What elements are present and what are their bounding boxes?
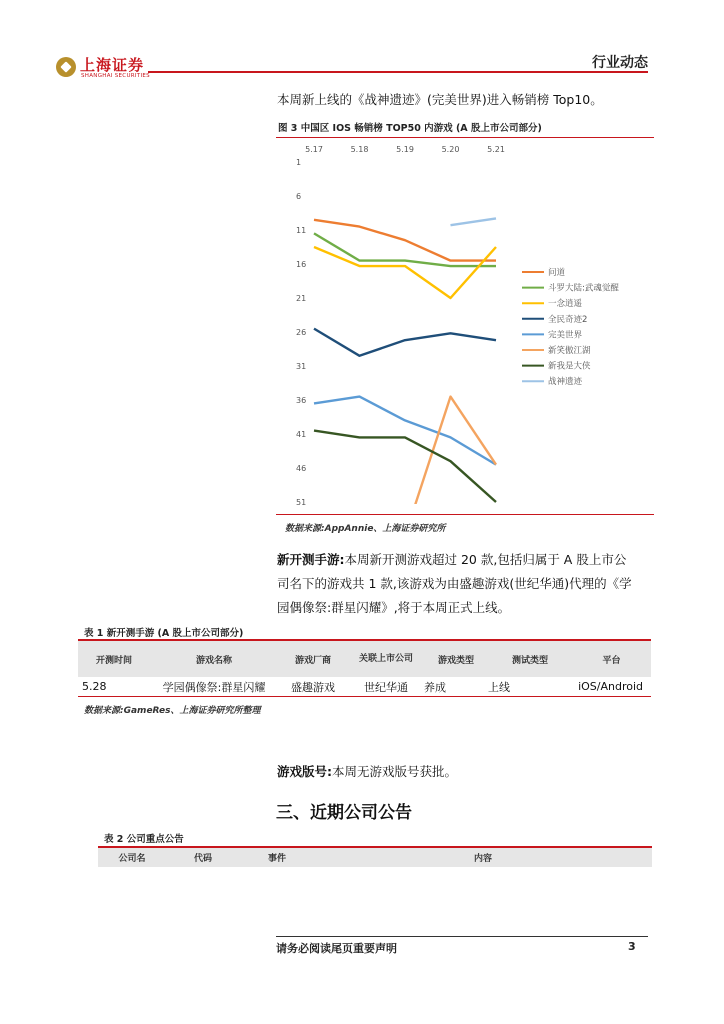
section-header: 行业动态 — [592, 55, 648, 71]
x-tick-label: 5.18 — [350, 145, 369, 154]
legend-label: 战神遗迹 — [548, 377, 583, 388]
series-line — [314, 431, 496, 502]
footer-divider — [276, 936, 648, 937]
company-name-en: SHANGHAI SECURITIES — [81, 73, 150, 79]
col-header: 公司名 — [98, 848, 166, 867]
figure-title: 图 3 中国区 IOS 畅销榜 TOP50 内游戏 (A 股上市公司部分) — [278, 123, 542, 134]
new-test-line-3: 园偶像祭:群星闪耀》,将于本周正式上线。 — [277, 600, 511, 615]
legend-label: 问道 — [548, 268, 566, 278]
y-tick-label: 21 — [296, 294, 307, 303]
y-tick-label: 36 — [296, 396, 307, 405]
col-header: 事件 — [240, 848, 314, 867]
table-cell: 5.28 — [78, 677, 150, 697]
y-tick-label: 31 — [296, 362, 307, 371]
table-row — [78, 677, 651, 697]
col-header: 开测时间 — [78, 641, 150, 677]
new-test-label: 新开测手游: — [277, 552, 345, 567]
series-line — [451, 218, 497, 225]
legend-label: 新笑傲江湖 — [548, 346, 591, 356]
intro-paragraph: 本周新上线的《战神遗迹》(完美世界)进入畅销榜 Top10。 — [277, 92, 603, 107]
new-test-line-1: 本周新开测游戏超过 20 款,包括归属于 A 股上市公 — [344, 552, 627, 567]
legend-label: 斗罗大陆:武魂觉醒 — [548, 283, 619, 294]
col-header: 关联上市公司 — [348, 641, 424, 677]
new-test-line-2: 司名下的游戏共 1 款,该游戏为由盛趣游戏(世纪华通)代理的《学 — [277, 576, 632, 591]
header-divider — [148, 71, 648, 73]
announcements-table — [98, 848, 652, 867]
page-number: 3 — [628, 940, 636, 953]
y-tick-label: 41 — [296, 430, 307, 439]
y-tick-label: 11 — [296, 226, 307, 235]
table1-source: 数据来源:GameRes、上海证券研究所整理 — [84, 706, 261, 716]
new-games-table — [78, 641, 651, 697]
license-label: 游戏版号: — [277, 764, 332, 779]
series-group — [314, 218, 496, 510]
figure-bottom-rule — [276, 514, 654, 515]
x-tick-label: 5.21 — [487, 145, 505, 154]
table-cell: 上线 — [488, 677, 572, 697]
x-tick-label: 5.20 — [441, 145, 460, 154]
y-tick-label: 1 — [296, 158, 302, 167]
table2-header-row — [98, 848, 652, 867]
y-tick-label: 46 — [296, 464, 307, 473]
series-line — [314, 397, 496, 465]
series-line — [405, 397, 496, 510]
company-name-cn: 上海证券 — [80, 56, 145, 74]
series-line — [314, 220, 496, 261]
col-header: 游戏厂商 — [278, 641, 348, 677]
new-test-paragraph — [277, 548, 649, 620]
x-tick-label: 5.19 — [396, 145, 414, 154]
table-cell: iOS/Android — [572, 677, 651, 697]
table1-title: 表 1 新开测手游 (A 股上市公司部分) — [84, 628, 244, 639]
series-line — [314, 247, 496, 298]
y-tick-label: 16 — [296, 260, 307, 269]
col-header: 游戏类型 — [424, 641, 488, 677]
x-tick-label: 5.17 — [305, 145, 323, 154]
y-tick-label: 6 — [296, 192, 302, 201]
col-header: 平台 — [572, 641, 651, 677]
section-heading: 三、近期公司公告 — [276, 803, 412, 823]
legend-label: 全民奇迹2 — [548, 314, 588, 325]
col-header: 测试类型 — [488, 641, 572, 677]
license-text: 本周无游戏版号获批。 — [332, 764, 458, 779]
company-logo-icon — [56, 57, 76, 77]
col-header: 内容 — [314, 848, 652, 867]
license-paragraph — [277, 760, 457, 784]
figure-source: 数据来源:AppAnnie、上海证券研究所 — [285, 524, 446, 534]
ranking-line-chart — [276, 138, 656, 510]
legend-label: 完美世界 — [548, 330, 583, 341]
legend-label: 一念逍遥 — [548, 299, 583, 310]
table-cell: 世纪华通 — [348, 677, 424, 697]
table-cell: 学园偶像祭:群星闪耀 — [150, 677, 278, 697]
col-header: 代码 — [166, 848, 240, 867]
table1-header-row — [78, 641, 651, 677]
series-line — [314, 329, 496, 356]
table2-title: 表 2 公司重点公告 — [104, 834, 184, 845]
y-tick-label: 51 — [296, 498, 307, 507]
table-cell: 养成 — [424, 677, 488, 697]
footer-notice: 请务必阅读尾页重要声明 — [276, 942, 397, 955]
legend-label: 新我是大侠 — [548, 361, 591, 372]
y-tick-label: 26 — [296, 328, 307, 337]
col-header: 游戏名称 — [150, 641, 278, 677]
table-cell: 盛趣游戏 — [278, 677, 348, 697]
